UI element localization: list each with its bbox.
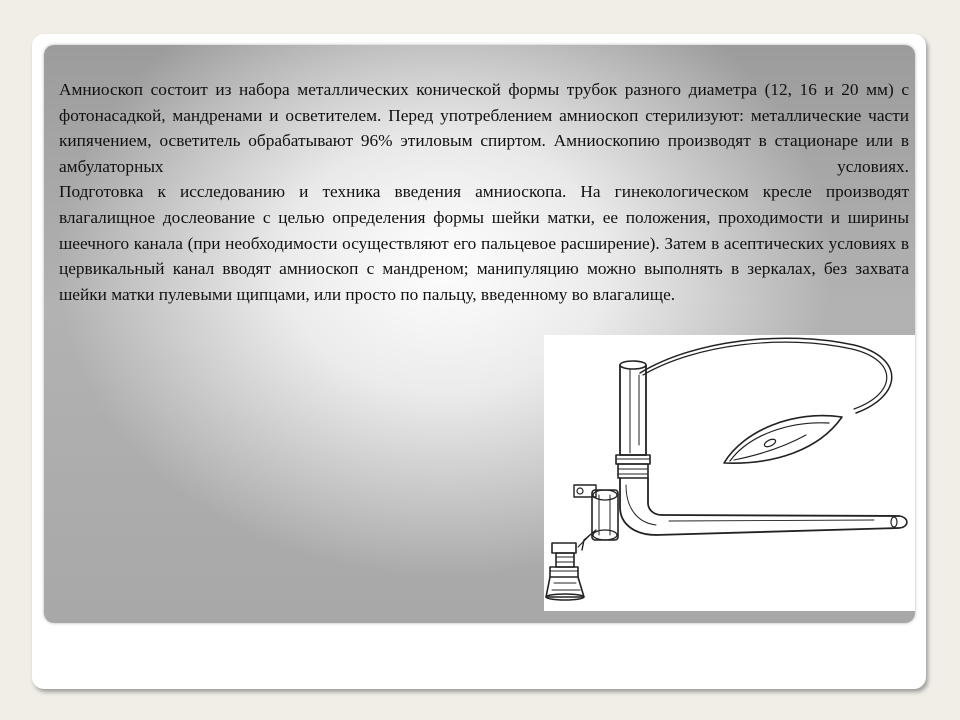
body-text	[59, 77, 909, 307]
paragraph-preparation-technique: Подготовка к исследованию и техника введения амниоскопа. На гинекологическом кресле производят влагалищное дослеование с целью определения формы шейки матки, ее положения, проходимости и ширины шеечного канала (при необходимости осуществляют его пальцевое расширение). Затем в асептических условиях в цервикальный канал вводят амниоскоп с мандреном; манипуляцию можно выполнять в зеркалах, без захвата шейки матки пулевыми щипцами, или просто по пальцу, введенному во влагалище.	[59, 182, 909, 304]
paragraph-amnioscope-description: Амниоскоп состоит из набора металлических конической формы трубок разного диаметра (12, 16 и 20 мм) с фотонасадкой, мандренами и осветителем. Перед употреблением амниоскоп стерилизуют: металлические части кипячением, осветитель обрабатывают 96% этиловым спиртом. Амниоскопию производят в стационаре или в амбулаторных условиях.	[59, 80, 909, 176]
amnioscope-illustration	[544, 335, 915, 611]
content-panel	[44, 45, 915, 623]
